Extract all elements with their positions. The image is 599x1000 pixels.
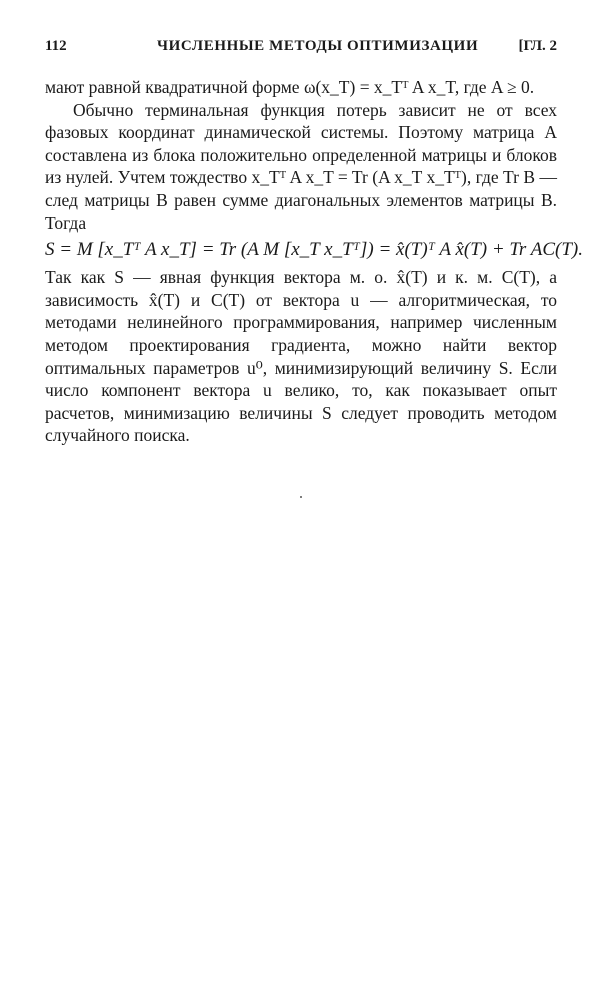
paragraph-continuation: мают равной квадратичной форме ω(x_T) = x_Tᵀ A x_T, где A ≥ 0.: [45, 77, 535, 97]
paragraph-terminal-function: Обычно терминальная функция потерь зависит не от всех фазовых координат динамической системы. Поэтому матрица A составлена из блока положительно определенной матрицы и блоков из нулей. Учтем тождество x_Tᵀ A x_T = Tr (A x_T x_Tᵀ), где Tr B — след матрицы B равен сумме диагональных элементов матрицы B. Тогда: [45, 99, 557, 233]
running-head: [45, 38, 557, 60]
page-body: [45, 76, 583, 447]
print-speck: [300, 496, 302, 498]
chapter-reference: [ГЛ. 2: [518, 38, 557, 54]
formula-s: S = M [x_Tᵀ A x_T] = Tr (A M [x_T x_Tᵀ]) = x̂(T)ᵀ A x̂(T) + Tr AC(T).: [45, 239, 583, 261]
chapter-title: ЧИСЛЕННЫЕ МЕТОДЫ ОПТИМИЗАЦИИ: [157, 38, 479, 54]
page-number: 112: [45, 38, 67, 54]
paragraph-optimization: Так как S — явная функция вектора м. о. x̂(T) и к. м. C(T), а зависимость x̂(T) и C(T) от вектора u — алгоритмическая, то методами нелинейного программирования, например численным методом проектирования градиента, можно найти вектор оптимальных параметров u⁰, минимизирующий величину S. Если число компонент вектора u велико, то, как показывает опыт расчетов, минимизацию величины S следует проводить методом случайного поиска.: [45, 267, 557, 446]
